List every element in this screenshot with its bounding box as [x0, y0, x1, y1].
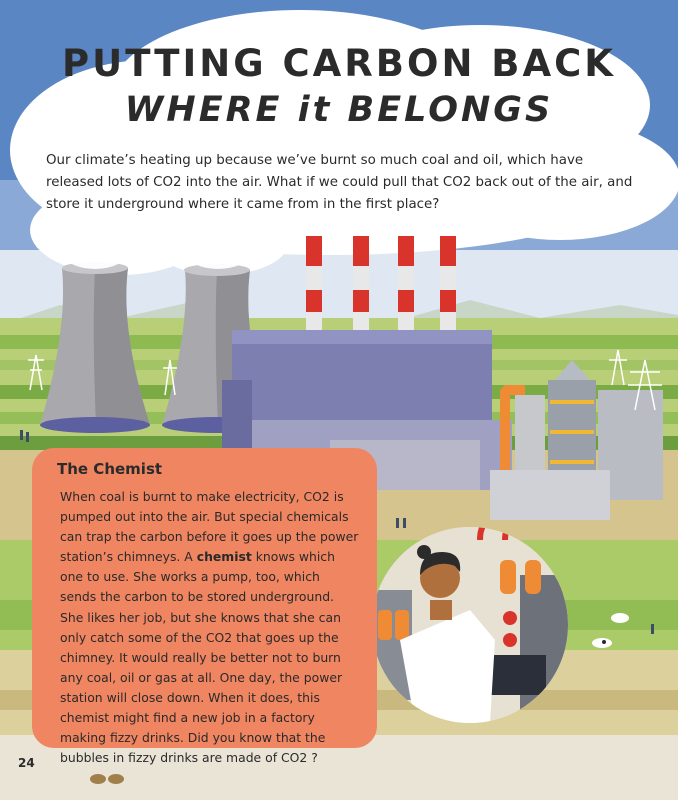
intro-paragraph: Our climate’s heating up because we’ve burnt so much coal and oil, which have released lots of CO2 into the air. What if we could pull that CO2 back out of the air, and store it underground where it came from in the first place? — [46, 153, 633, 212]
chemist-line-4a: station’s chimneys. A — [60, 549, 193, 565]
chemist-text — [60, 487, 372, 768]
page-number: 24 — [18, 756, 35, 770]
chemist-line-1: When coal is burnt to make electricity, CO2 is — [60, 489, 344, 504]
chemist-line-3: can trap the carbon before it goes up the power — [60, 529, 359, 545]
chemist-line-10: any coal, oil or gas at all. One day, the power — [60, 669, 343, 685]
chemist-line-2: pumped out into the air. But special chemicals — [60, 509, 349, 525]
chemist-keyword: chemist — [196, 549, 252, 565]
chemist-line-4 — [60, 547, 372, 567]
chemist-heading: The Chemist — [57, 460, 163, 478]
chemist-line-8: only catch some of the CO2 that goes up the — [60, 629, 339, 645]
chemist-line-6: sends the carbon to be stored underground. — [60, 589, 334, 605]
chemist-line-4b: knows which — [251, 549, 335, 565]
page-title-line-2: WHERE it BELONGS — [124, 90, 554, 130]
chemist-line-12: chemist might find a new job in a factory — [60, 710, 315, 726]
chemist-line-11: station will close down. When it does, this — [60, 689, 320, 705]
chemist-line-5: one to use. She works a pump, too, which — [60, 569, 320, 585]
chemist-line-7: She likes her job, but she knows that she can — [60, 609, 341, 625]
chemist-line-9: chimney. It would really be better not to burn — [60, 649, 341, 665]
page-title-line-1: PUTTING CARBON BACK — [62, 42, 616, 85]
chemist-line-14: bubbles in fizzy drinks are made of CO2 ? — [60, 750, 318, 766]
chemist-line-13: making fizzy drinks. Did you know that the — [60, 730, 326, 746]
